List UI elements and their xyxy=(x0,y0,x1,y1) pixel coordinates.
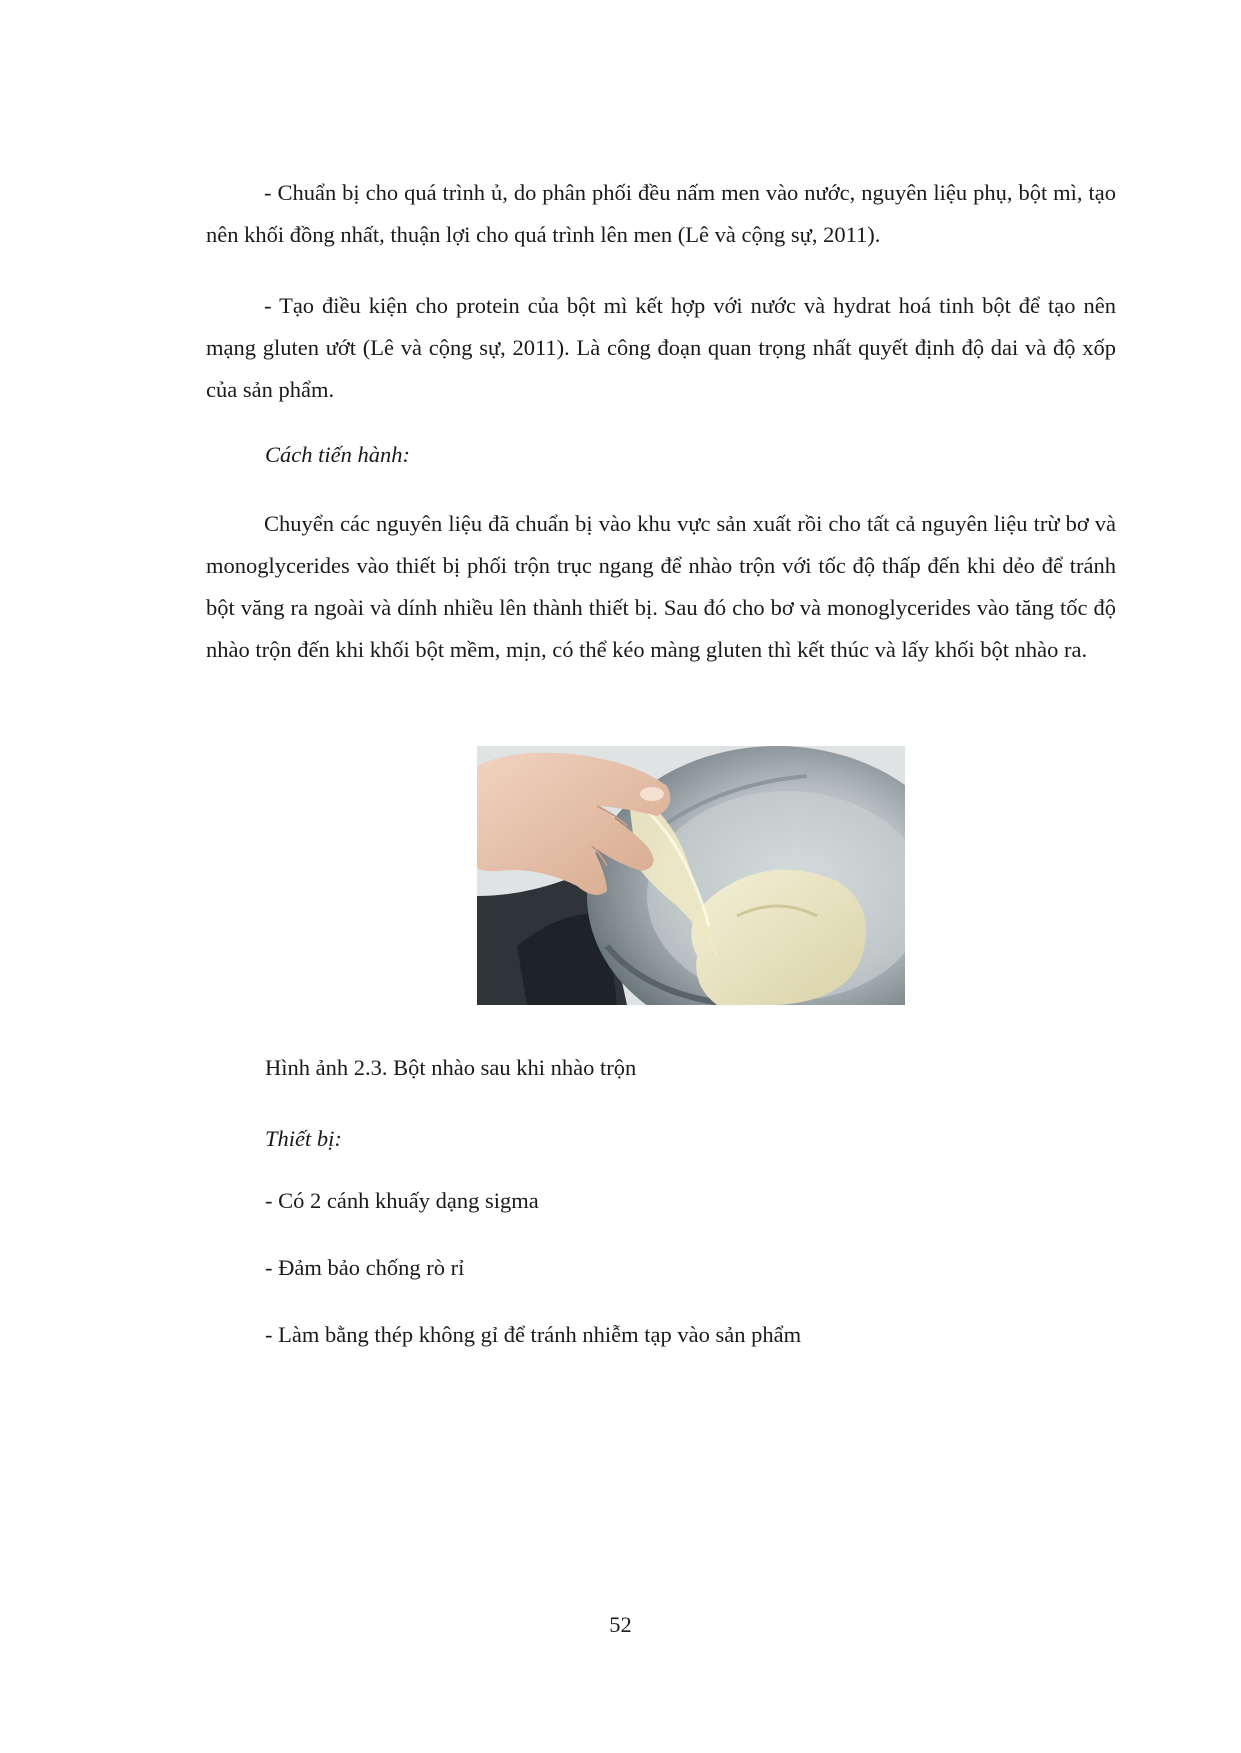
heading-procedure: Cách tiến hành: xyxy=(265,442,410,467)
equipment-item: - Đảm bảo chống rò rỉ xyxy=(265,1255,465,1280)
paragraph-procedure: Chuyển các nguyên liệu đã chuẩn bị vào khu vực sản xuất rồi cho tất cả nguyên liệu trừ bơ và monoglycerides vào thiết bị phối trộn trục ngang để nhào trộn với tốc độ thấp đến khi dẻo để tránh bột văng ra ngoài và dính nhiều lên thành thiết bị. Sau đó cho bơ và monoglycerides vào tăng tốc độ nhào trộn đến khi khối bột mềm, mịn, có thể kéo màng gluten thì kết thúc và lấy khối bột nhào ra. xyxy=(206,511,1116,662)
page-number: 52 xyxy=(609,1612,632,1637)
heading-equipment: Thiết bị: xyxy=(265,1126,342,1151)
paragraph-mixing-purpose-1: - Chuẩn bị cho quá trình ủ, do phân phối đều nấm men vào nước, nguyên liệu phụ, bột mì, tạo nên khối đồng nhất, thuận lợi cho quá trình lên men (Lê và cộng sự, 2011). xyxy=(206,180,1116,247)
figure-caption: Hình ảnh 2.3. Bột nhào sau khi nhào trộn xyxy=(265,1055,637,1080)
paragraph-mixing-purpose-2: - Tạo điều kiện cho protein của bột mì kết hợp với nước và hydrat hoá tinh bột để tạo nên mạng gluten ướt (Lê và cộng sự, 2011). Là công đoạn quan trọng nhất quyết định độ dai và độ xốp của sản phẩm. xyxy=(206,293,1116,402)
equipment-item: - Làm bằng thép không gỉ để tránh nhiễm tạp vào sản phẩm xyxy=(265,1322,802,1347)
equipment-item: - Có 2 cánh khuấy dạng sigma xyxy=(265,1188,539,1213)
dough-photo xyxy=(477,746,905,1005)
